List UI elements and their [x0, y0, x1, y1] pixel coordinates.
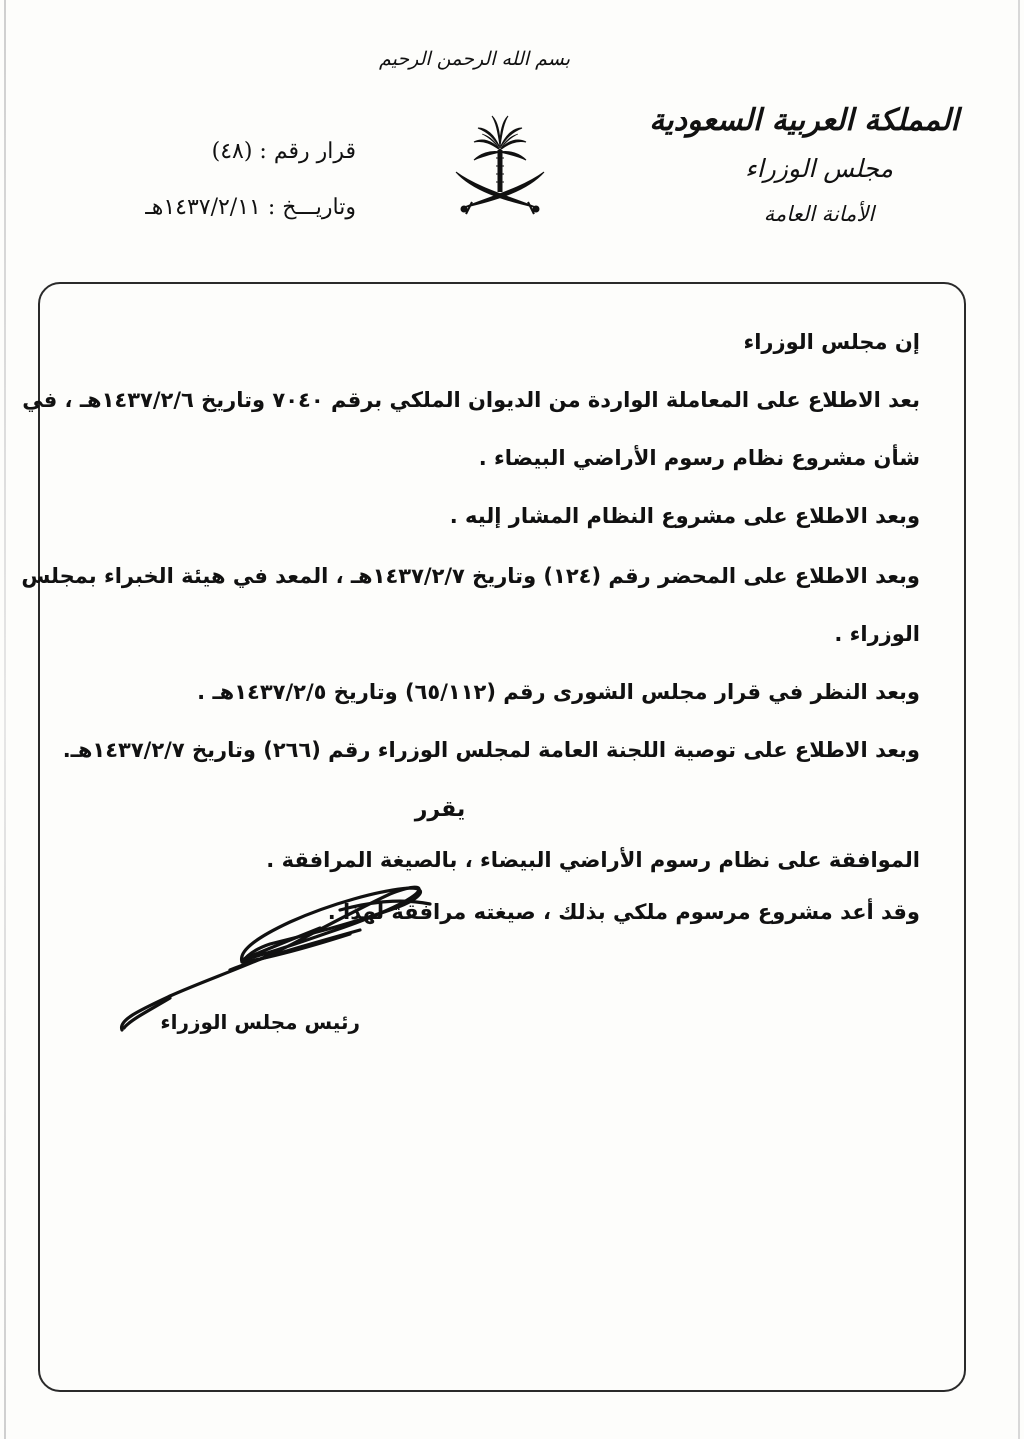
- resolution-line: وقد أعد مشروع مرسوم ملكي بذلك ، صيغته مرافقة لهذا .: [327, 900, 920, 924]
- body-line: الوزراء .: [834, 622, 920, 646]
- letterhead-secretariat: الأمانة العامة: [763, 202, 875, 226]
- resolution-line: الموافقة على نظام رسوم الأراضي البيضاء ، بالصيغة المرافقة .: [266, 848, 920, 872]
- letterhead: [644, 95, 964, 237]
- decision-number: قرار رقم : (٤٨): [211, 139, 356, 164]
- letterhead-country: المملكة العربية السعودية: [649, 103, 959, 138]
- body-line: وبعد الاطلاع على مشروع النظام المشار إليه .: [449, 504, 920, 528]
- body-line: بعد الاطلاع على المعاملة الواردة من الديوان الملكي برقم ٧٠٤٠ وتاريخ ١٤٣٧/٢/٦هـ ، في: [22, 388, 920, 412]
- bismillah: بسم الله الرحمن الرحيم: [379, 48, 570, 70]
- body-line: وبعد الاطلاع على توصية اللجنة العامة لمجلس الوزراء رقم (٢٦٦) وتاريخ ١٤٣٧/٢/٧هـ.: [62, 738, 920, 762]
- scan-edge-left: [4, 0, 6, 1439]
- signature-title: رئيس مجلس الوزراء: [160, 1010, 360, 1034]
- body-line: إن مجلس الوزراء: [743, 330, 920, 354]
- letterhead-council: مجلس الوزراء: [745, 154, 893, 183]
- decision-meta: [66, 124, 356, 236]
- scan-edge-right: [1018, 0, 1020, 1439]
- handwritten-signature-icon: [110, 870, 440, 1045]
- body-line: شأن مشروع نظام رسوم الأراضي البيضاء .: [478, 446, 920, 470]
- body-line: وبعد النظر في قرار مجلس الشورى رقم (٦٥/١١٢) وتاريخ ١٤٣٧/٢/٥هـ .: [197, 680, 920, 704]
- body-line: وبعد الاطلاع على المحضر رقم (١٢٤) وتاريخ ١٤٣٧/٢/٧هـ ، المعد في هيئة الخبراء بمجلس: [21, 564, 920, 588]
- decree-word: يقرر: [414, 797, 466, 822]
- saudi-emblem-palm-swords-icon: [452, 110, 548, 220]
- decision-date: وتاريـــخ : ١٤٣٧/٢/١١هـ: [145, 195, 356, 220]
